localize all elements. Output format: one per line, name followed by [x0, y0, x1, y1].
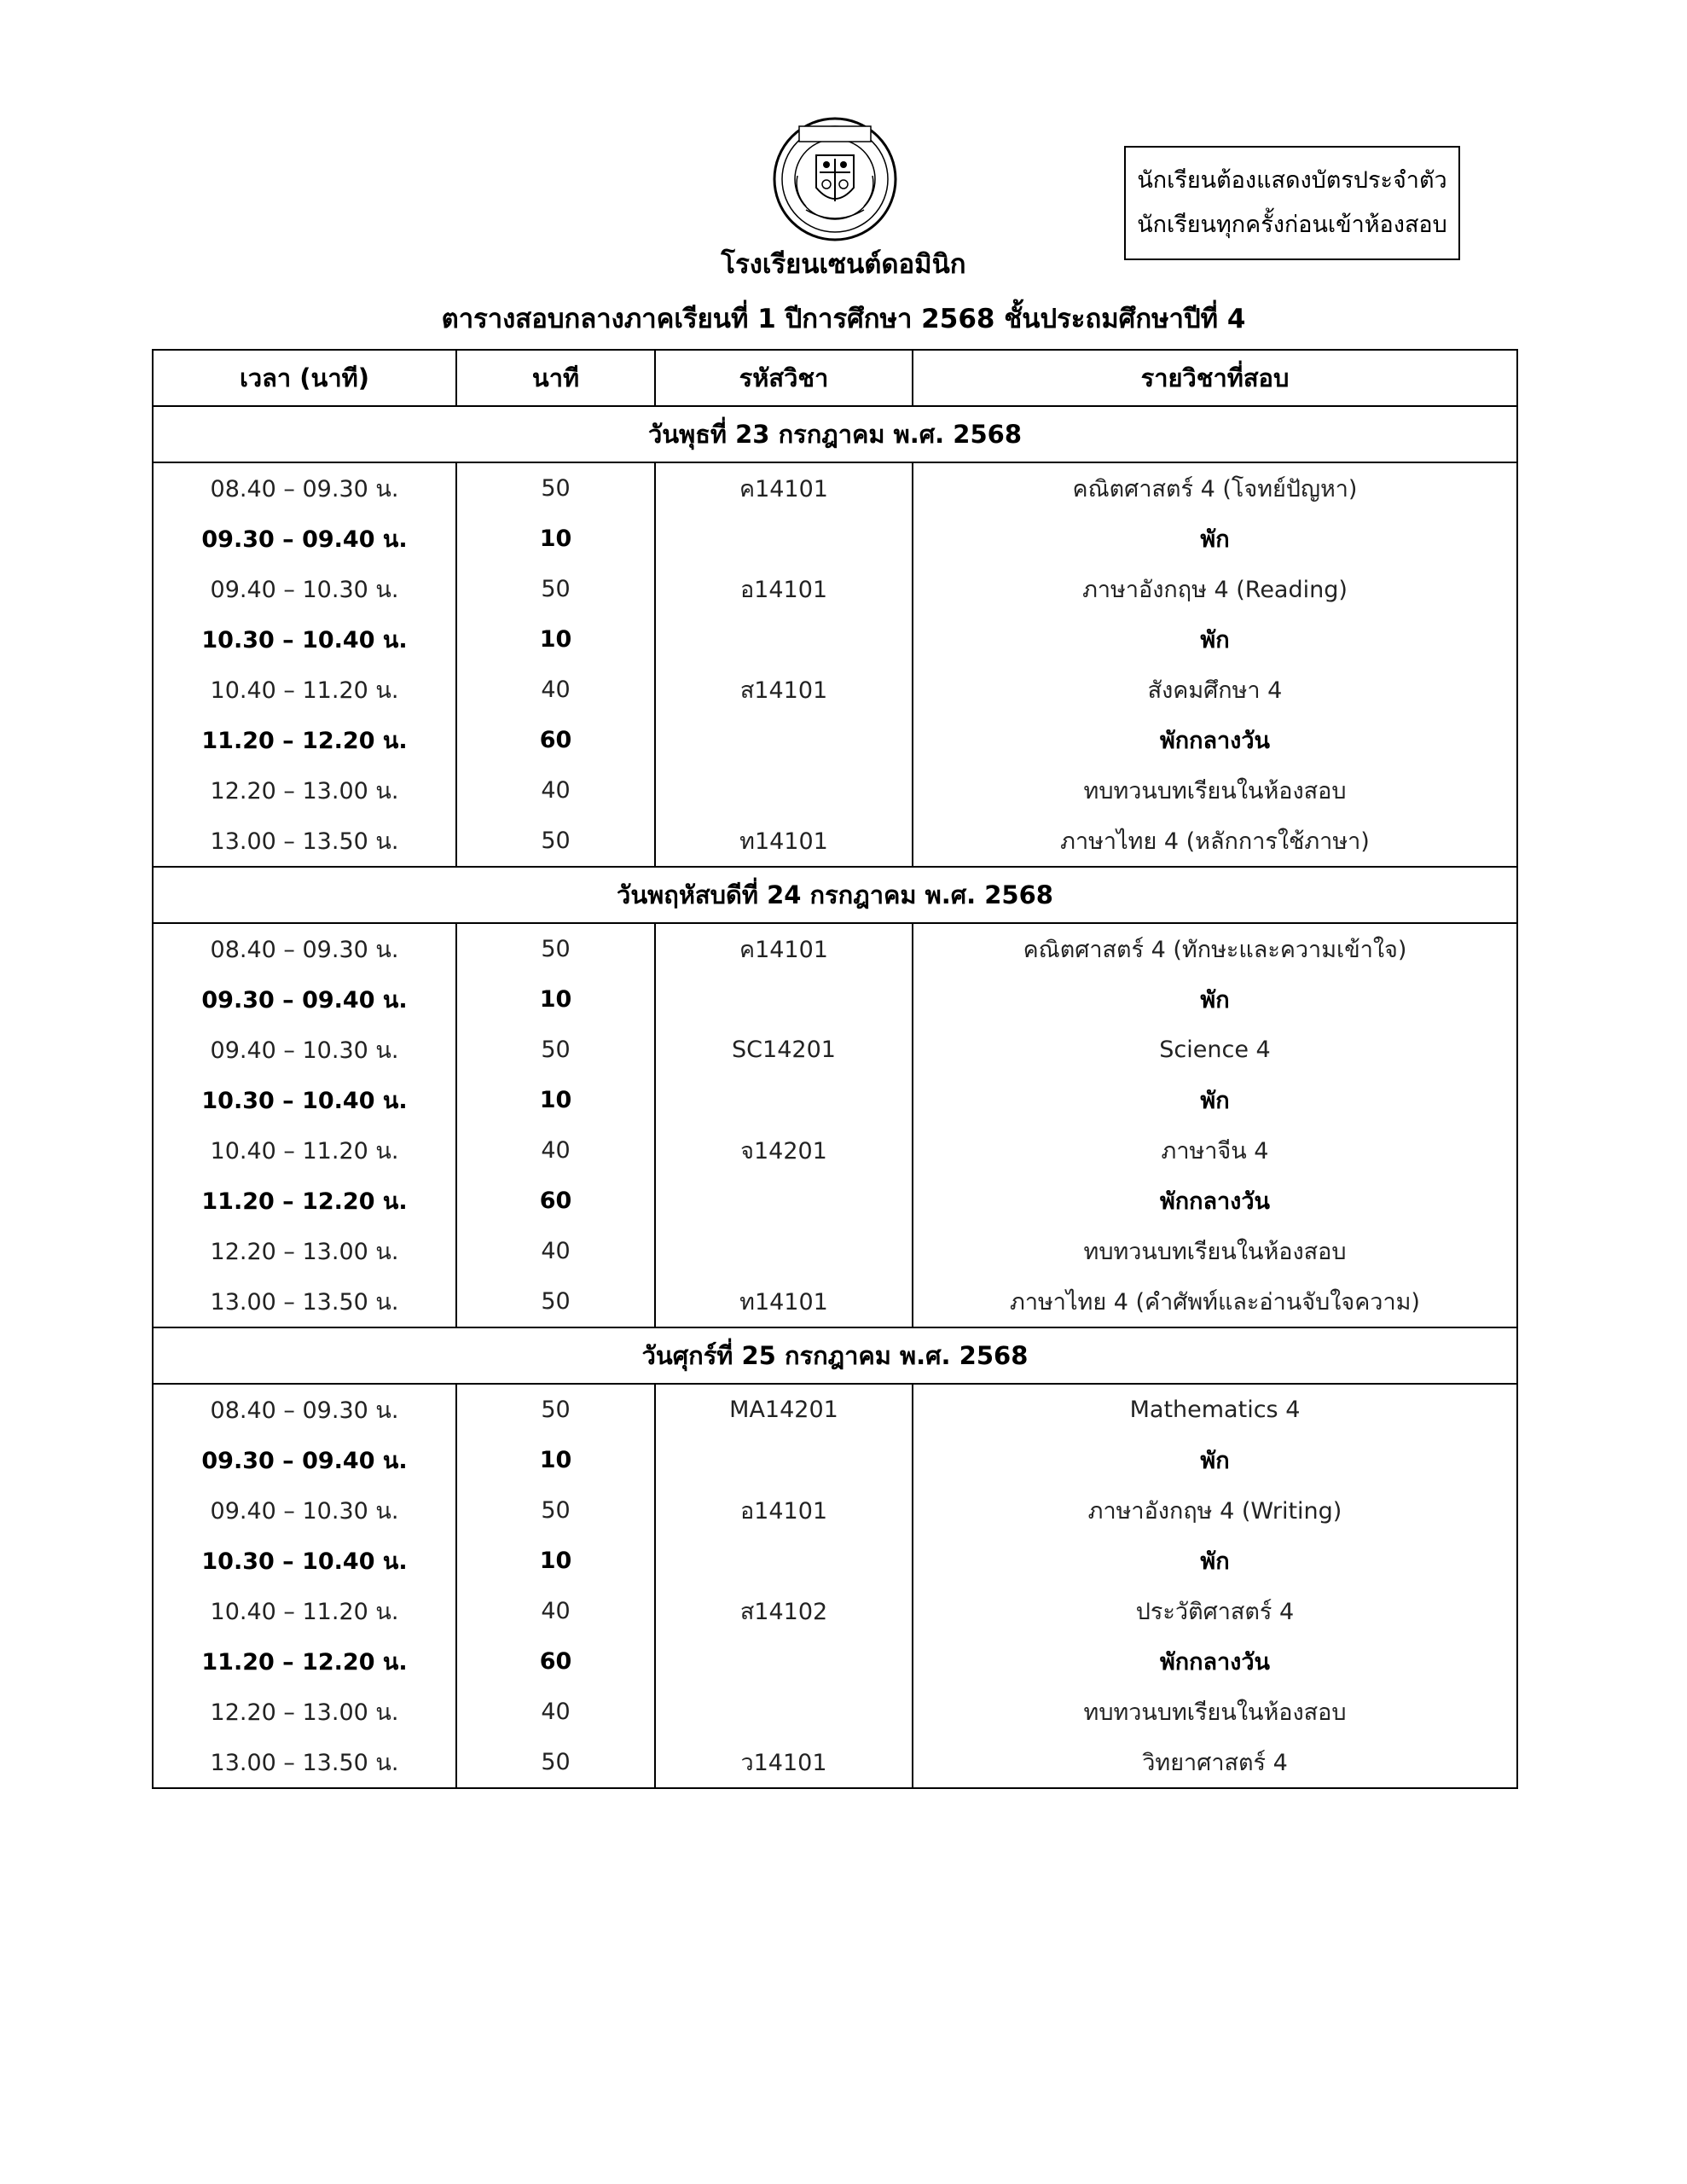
minutes-cell: 60 — [456, 1636, 655, 1687]
time-cell: 08.40 – 09.30 น. — [153, 462, 456, 514]
subject-cell: ทบทวนบทเรียนในห้องสอบ — [913, 1226, 1517, 1276]
column-header-code: รหัสวิชา — [655, 350, 913, 406]
school-name: โรงเรียนเซนต์ดอมินิก — [721, 249, 966, 280]
subject-code-cell: ส14102 — [655, 1586, 913, 1636]
subject-cell: พัก — [913, 514, 1517, 564]
break-row — [153, 514, 1517, 564]
time-cell: 11.20 – 12.20 น. — [153, 1176, 456, 1226]
day-label: วันพุธที่ 23 กรกฎาคม พ.ศ. 2568 — [153, 406, 1517, 462]
exam-row — [153, 816, 1517, 867]
time-cell: 09.30 – 09.40 น. — [153, 514, 456, 564]
minutes-cell: 50 — [456, 1276, 655, 1327]
subject-cell: วิทยาศาสตร์ 4 — [913, 1737, 1517, 1788]
subject-code-cell: ท14101 — [655, 1276, 913, 1327]
exam-row — [153, 765, 1517, 816]
subject-code-cell: ส14101 — [655, 665, 913, 715]
minutes-cell: 50 — [456, 816, 655, 867]
time-cell: 10.30 – 10.40 น. — [153, 1536, 456, 1586]
subject-code-cell — [655, 614, 913, 665]
break-row — [153, 974, 1517, 1025]
subject-cell: พัก — [913, 974, 1517, 1025]
time-cell: 10.30 – 10.40 น. — [153, 1075, 456, 1125]
document-title: ตารางสอบกลางภาคเรียนที่ 1 ปีการศึกษา 2568 ชั้นประถมศึกษาปีที่ 4 — [441, 304, 1246, 334]
subject-cell: Mathematics 4 — [913, 1384, 1517, 1435]
minutes-cell: 40 — [456, 1687, 655, 1737]
subject-code-cell — [655, 974, 913, 1025]
minutes-cell: 50 — [456, 1025, 655, 1075]
time-cell: 10.40 – 11.20 น. — [153, 665, 456, 715]
time-cell: 09.30 – 09.40 น. — [153, 1435, 456, 1485]
day-label: วันพฤหัสบดีที่ 24 กรกฎาคม พ.ศ. 2568 — [153, 867, 1517, 923]
exam-row — [153, 1226, 1517, 1276]
time-cell: 09.40 – 10.30 น. — [153, 564, 456, 614]
time-cell: 10.40 – 11.20 น. — [153, 1125, 456, 1176]
time-cell: 08.40 – 09.30 น. — [153, 923, 456, 974]
subject-cell: สังคมศึกษา 4 — [913, 665, 1517, 715]
id-card-notice — [1124, 146, 1460, 260]
subject-code-cell — [655, 1687, 913, 1737]
exam-row — [153, 462, 1517, 514]
subject-cell: พัก — [913, 1536, 1517, 1586]
subject-code-cell: ท14101 — [655, 816, 913, 867]
time-cell: 09.40 – 10.30 น. — [153, 1485, 456, 1536]
minutes-cell: 40 — [456, 1226, 655, 1276]
time-cell: 08.40 – 09.30 น. — [153, 1384, 456, 1435]
subject-cell: ภาษาไทย 4 (หลักการใช้ภาษา) — [913, 816, 1517, 867]
exam-row — [153, 1125, 1517, 1176]
minutes-cell: 60 — [456, 1176, 655, 1226]
subject-cell: ภาษาจีน 4 — [913, 1125, 1517, 1176]
minutes-cell: 10 — [456, 1075, 655, 1125]
subject-cell: ประวัติศาสตร์ 4 — [913, 1586, 1517, 1636]
subject-code-cell: ค14101 — [655, 462, 913, 514]
subject-cell: พักกลางวัน — [913, 715, 1517, 765]
exam-row — [153, 1485, 1517, 1536]
minutes-cell: 40 — [456, 665, 655, 715]
minutes-cell: 10 — [456, 1435, 655, 1485]
minutes-cell: 40 — [456, 1586, 655, 1636]
subject-code-cell: SC14201 — [655, 1025, 913, 1075]
minutes-cell: 40 — [456, 765, 655, 816]
subject-code-cell — [655, 514, 913, 564]
column-header-time: เวลา (นาที) — [153, 350, 456, 406]
subject-code-cell: จ14201 — [655, 1125, 913, 1176]
time-cell: 09.40 – 10.30 น. — [153, 1025, 456, 1075]
time-cell: 12.20 – 13.00 น. — [153, 1687, 456, 1737]
table-header-row — [153, 350, 1517, 406]
break-row — [153, 1536, 1517, 1586]
subject-cell: ภาษาอังกฤษ 4 (Writing) — [913, 1485, 1517, 1536]
break-row — [153, 1435, 1517, 1485]
subject-cell: พักกลางวัน — [913, 1636, 1517, 1687]
subject-cell: พัก — [913, 614, 1517, 665]
subject-cell: พัก — [913, 1075, 1517, 1125]
exam-row — [153, 564, 1517, 614]
subject-code-cell: อ14101 — [655, 564, 913, 614]
column-header-subject: รายวิชาที่สอบ — [913, 350, 1517, 406]
exam-row — [153, 1687, 1517, 1737]
subject-cell: Science 4 — [913, 1025, 1517, 1075]
subject-cell: ภาษาอังกฤษ 4 (Reading) — [913, 564, 1517, 614]
subject-code-cell — [655, 1636, 913, 1687]
school-crest-logo — [772, 116, 898, 242]
notice-line-2: นักเรียนทุกครั้งก่อนเข้าห้องสอบ — [1137, 212, 1447, 238]
break-row — [153, 1075, 1517, 1125]
break-row — [153, 614, 1517, 665]
minutes-cell: 10 — [456, 514, 655, 564]
time-cell: 13.00 – 13.50 น. — [153, 1276, 456, 1327]
subject-cell: ทบทวนบทเรียนในห้องสอบ — [913, 765, 1517, 816]
break-row — [153, 715, 1517, 765]
minutes-cell: 10 — [456, 614, 655, 665]
exam-schedule-table — [152, 349, 1518, 1789]
subject-code-cell: อ14101 — [655, 1485, 913, 1536]
time-cell: 10.40 – 11.20 น. — [153, 1586, 456, 1636]
exam-row — [153, 665, 1517, 715]
minutes-cell: 50 — [456, 923, 655, 974]
break-row — [153, 1636, 1517, 1687]
exam-row — [153, 1737, 1517, 1788]
minutes-cell: 10 — [456, 974, 655, 1025]
subject-cell: ทบทวนบทเรียนในห้องสอบ — [913, 1687, 1517, 1737]
day-header-row — [153, 406, 1517, 462]
minutes-cell: 10 — [456, 1536, 655, 1586]
subject-code-cell — [655, 1176, 913, 1226]
subject-cell: ภาษาไทย 4 (คำศัพท์และอ่านจับใจความ) — [913, 1276, 1517, 1327]
subject-code-cell: ว14101 — [655, 1737, 913, 1788]
day-header-row — [153, 867, 1517, 923]
time-cell: 12.20 – 13.00 น. — [153, 765, 456, 816]
subject-code-cell: ค14101 — [655, 923, 913, 974]
subject-code-cell — [655, 1536, 913, 1586]
minutes-cell: 50 — [456, 1384, 655, 1435]
minutes-cell: 50 — [456, 1737, 655, 1788]
exam-row — [153, 923, 1517, 974]
time-cell: 13.00 – 13.50 น. — [153, 816, 456, 867]
column-header-minutes: นาที — [456, 350, 655, 406]
exam-row — [153, 1025, 1517, 1075]
time-cell: 09.30 – 09.40 น. — [153, 974, 456, 1025]
subject-cell: คณิตศาสตร์ 4 (ทักษะและความเข้าใจ) — [913, 923, 1517, 974]
time-cell: 10.30 – 10.40 น. — [153, 614, 456, 665]
exam-row — [153, 1586, 1517, 1636]
subject-code-cell — [655, 765, 913, 816]
subject-code-cell — [655, 1226, 913, 1276]
subject-code-cell: MA14201 — [655, 1384, 913, 1435]
day-label: วันศุกร์ที่ 25 กรกฎาคม พ.ศ. 2568 — [153, 1327, 1517, 1384]
break-row — [153, 1176, 1517, 1226]
time-cell: 11.20 – 12.20 น. — [153, 1636, 456, 1687]
minutes-cell: 50 — [456, 1485, 655, 1536]
time-cell: 12.20 – 13.00 น. — [153, 1226, 456, 1276]
subject-cell: คณิตศาสตร์ 4 (โจทย์ปัญหา) — [913, 462, 1517, 514]
subject-code-cell — [655, 1435, 913, 1485]
exam-row — [153, 1384, 1517, 1435]
subject-code-cell — [655, 1075, 913, 1125]
time-cell: 13.00 – 13.50 น. — [153, 1737, 456, 1788]
subject-code-cell — [655, 715, 913, 765]
subject-cell: พัก — [913, 1435, 1517, 1485]
minutes-cell: 60 — [456, 715, 655, 765]
minutes-cell: 50 — [456, 462, 655, 514]
subject-cell: พักกลางวัน — [913, 1176, 1517, 1226]
exam-row — [153, 1276, 1517, 1327]
notice-line-1: นักเรียนต้องแสดงบัตรประจำตัว — [1137, 167, 1447, 194]
time-cell: 11.20 – 12.20 น. — [153, 715, 456, 765]
minutes-cell: 50 — [456, 564, 655, 614]
day-header-row — [153, 1327, 1517, 1384]
minutes-cell: 40 — [456, 1125, 655, 1176]
